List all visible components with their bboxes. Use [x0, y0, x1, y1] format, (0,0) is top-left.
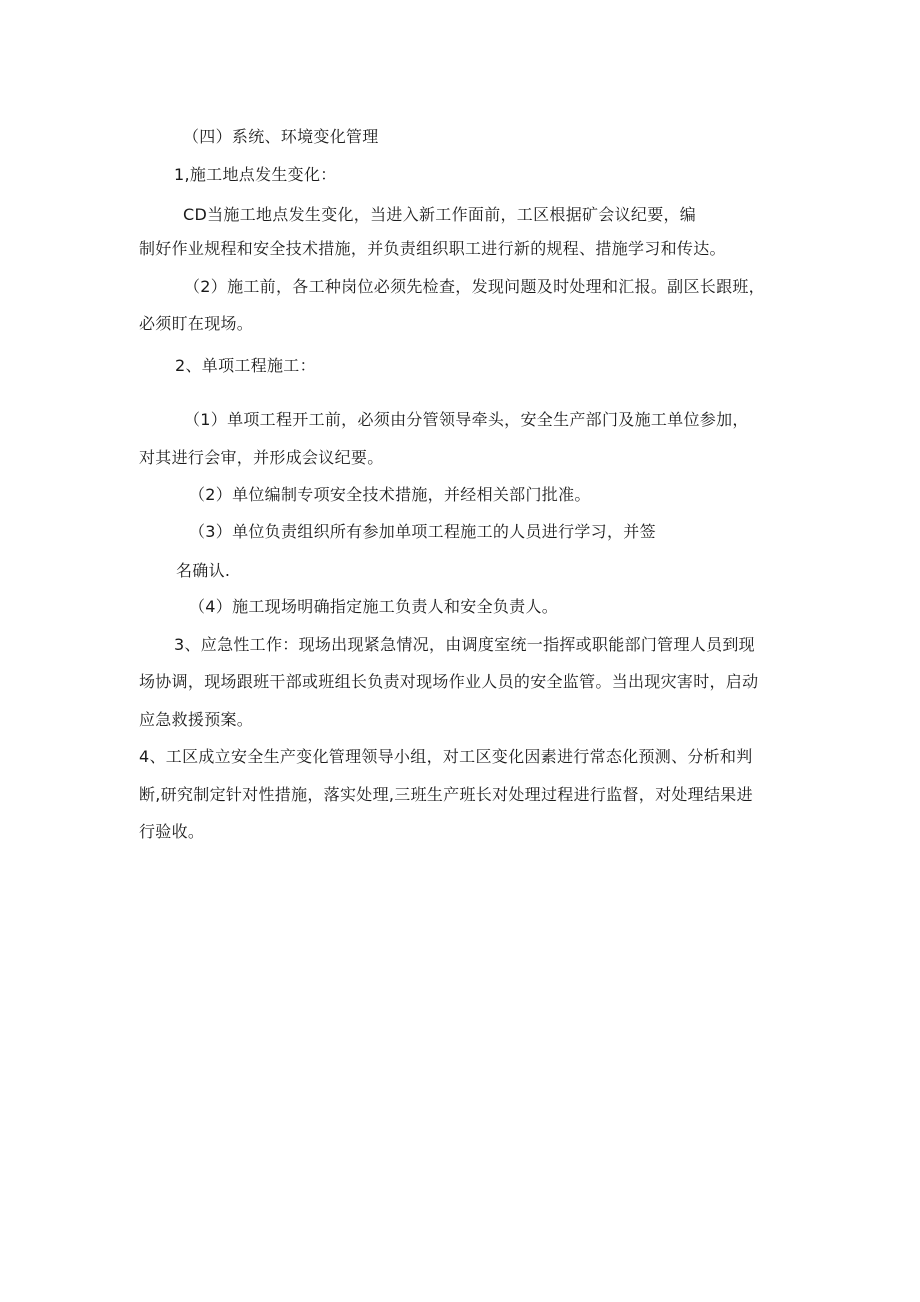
item3-line1: 3、应急性工作：现场出现紧急情况，由调度室统一指挥或职能部门管理人员到现	[174, 635, 755, 654]
item2-heading: 2、单项工程施工：	[175, 356, 316, 375]
item2-paragraph3-line2: 名确认.	[176, 561, 231, 580]
item2-paragraph2: （2）单位编制专项安全技术措施，并经相关部门批准。	[189, 485, 591, 504]
item1-paragraph2-line2: 必须盯在现场。	[139, 314, 254, 333]
item2-paragraph1-line2: 对其进行会审，并形成会议纪要。	[139, 448, 384, 467]
item1-paragraph1-line2: 制好作业规程和安全技术措施，并负责组织职工进行新的规程、措施学习和传达。	[139, 239, 726, 258]
item3-line2: 场协调，现场跟班干部或班组长负责对现场作业人员的安全监管。当出现灾害时，启动	[139, 672, 759, 691]
item2-paragraph1-line1: （1）单项工程开工前，必须由分管领导牵头，安全生产部门及施工单位参加，	[184, 410, 749, 429]
item1-paragraph2-line1: （2）施工前，各工种岗位必须先检查，发现问题及时处理和汇报。副区长跟班，	[184, 277, 765, 296]
item3-line3: 应急救援预案。	[139, 710, 254, 729]
section-heading: （四）系统、环境变化管理	[183, 127, 379, 146]
item1-heading: 1,施工地点发生变化：	[174, 165, 337, 184]
item4-line1: 4、工区成立安全生产变化管理领导小组，对工区变化因素进行常态化预测、分析和判	[139, 747, 753, 766]
item2-paragraph4: （4）施工现场明确指定施工负责人和安全负责人。	[189, 597, 559, 616]
item2-paragraph3-line1: （3）单位负责组织所有参加单项工程施工的人员进行学习，并签	[189, 522, 656, 541]
item1-paragraph1-line1: CD当施工地点发生变化，当进入新工作面前，工区根据矿会议纪要，编	[183, 205, 697, 224]
item4-line2: 断,研究制定针对性措施，落实处理,三班生产班长对处理过程进行监督，对处理结果进	[139, 785, 753, 804]
item4-line3: 行验收。	[139, 822, 205, 841]
